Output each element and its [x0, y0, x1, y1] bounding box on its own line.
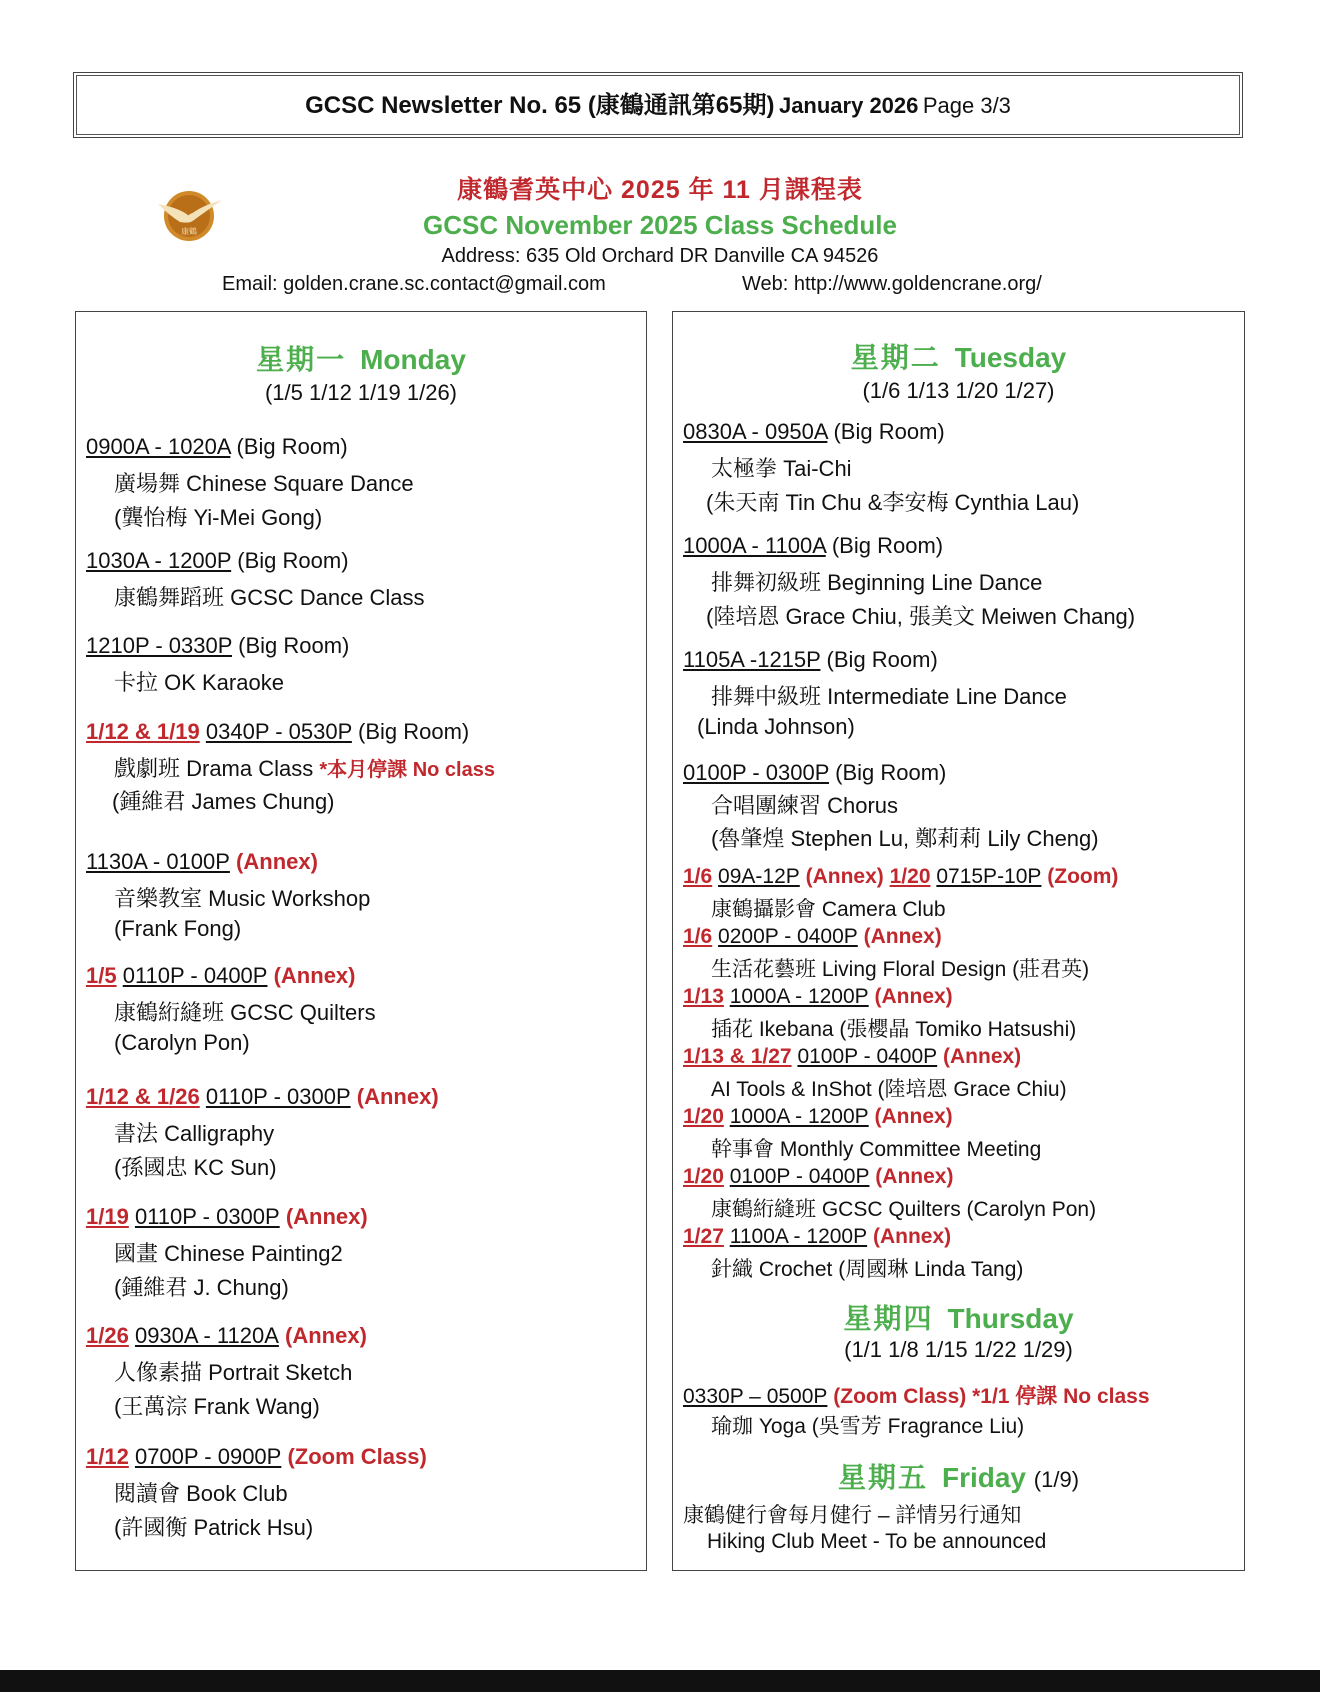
monday-class-8-time: 1/19 0110P - 0300P (Annex) — [86, 1204, 368, 1229]
tuesday-class-6-title: 生活花藝班 Living Floral Design (莊君英) — [711, 958, 1090, 981]
friday-heading — [673, 1456, 1244, 1496]
tuesday-thursday-friday-column — [672, 311, 1245, 1571]
monday-class-7-title: 書法 Calligraphy — [114, 1121, 275, 1146]
monday-class-7-time: 1/12 & 1/26 0110P - 0300P (Annex) — [86, 1084, 439, 1109]
monday-class-2-time: 1030A - 1200P (Big Room) — [86, 548, 349, 573]
tuesday-class-1-teacher: (朱天南 Tin Chu &李安梅 Cynthia Lau) — [706, 490, 1080, 515]
tuesday-class-8-time: 1/13 & 1/27 0100P - 0400P (Annex) — [683, 1045, 1022, 1068]
monday-class-4-time: 1/12 & 1/19 0340P - 0530P (Big Room) — [86, 719, 470, 744]
newsletter-date: January 2026 — [778, 93, 919, 118]
address: Address: 635 Old Orchard DR Danville CA 94526 — [441, 245, 879, 267]
friday-line-2: Hiking Club Meet - To be announced — [707, 1530, 1047, 1553]
monday-class-7-teacher: (孫國忠 KC Sun) — [114, 1155, 277, 1180]
tuesday-class-7-title: 插花 Ikebana (張櫻晶 Tomiko Hatsushi) — [711, 1018, 1077, 1041]
monday-heading — [76, 338, 646, 378]
tuesday-class-4-title: 合唱團練習 Chorus — [711, 793, 899, 818]
tuesday-class-1-title: 太極拳 Tai-Chi — [711, 456, 852, 481]
monday-class-6-time: 1/5 0110P - 0400P (Annex) — [86, 963, 356, 988]
monday-class-5-teacher: (Frank Fong) — [114, 916, 242, 941]
thursday-dates: (1/1 1/8 1/15 1/22 1/29) — [844, 1337, 1073, 1362]
tuesday-title-zh: 星期二 — [850, 342, 941, 373]
monday-column — [75, 311, 647, 1571]
monday-class-4-teacher: (鍾維君 James Chung) — [112, 789, 335, 814]
friday-title-en: Friday — [941, 1462, 1026, 1493]
monday-class-8-teacher: (鍾維君 J. Chung) — [114, 1275, 289, 1300]
tuesday-class-4-teacher: (魯肇煌 Stephen Lu, 鄭莉莉 Lily Cheng) — [711, 826, 1099, 851]
monday-class-6-teacher: (Carolyn Pon) — [114, 1030, 250, 1055]
thursday-heading — [673, 1297, 1244, 1337]
logo-text: 康鶴 — [181, 227, 197, 236]
tuesday-class-2-title: 排舞初級班 Beginning Line Dance — [711, 570, 1043, 595]
monday-class-3-title: 卡拉 OK Karaoke — [114, 670, 284, 695]
monday-class-2-title: 康鶴舞蹈班 GCSC Dance Class — [114, 585, 425, 610]
tuesday-class-11-title: 針織 Crochet (周國琳 Linda Tang) — [711, 1258, 1024, 1281]
monday-class-9-title: 人像素描 Portrait Sketch — [114, 1360, 353, 1385]
thursday-class-1-title: 瑜珈 Yoga (吳雪芳 Fragrance Liu) — [711, 1415, 1025, 1438]
tuesday-title-en: Tuesday — [954, 342, 1067, 373]
tuesday-class-4-time: 0100P - 0300P (Big Room) — [683, 760, 947, 785]
tuesday-class-2-teacher: (陸培恩 Grace Chiu, 張美文 Meiwen Chang) — [706, 604, 1136, 629]
thursday-title-en: Thursday — [947, 1303, 1074, 1334]
tuesday-heading — [673, 336, 1244, 376]
tuesday-class-9-title: 幹事會 Monthly Committee Meeting — [711, 1138, 1042, 1161]
friday-line-1: 康鶴健行會每月健行 – 詳情另行通知 — [683, 1504, 1022, 1527]
newsletter-header — [73, 72, 1243, 138]
tuesday-class-10-time: 1/20 0100P - 0400P (Annex) — [683, 1165, 954, 1188]
tuesday-class-3-teacher: (Linda Johnson) — [697, 714, 855, 739]
monday-class-1-time: 0900A - 1020A (Big Room) — [86, 434, 348, 459]
tuesday-class-10-title: 康鶴絎縫班 GCSC Quilters (Carolyn Pon) — [711, 1198, 1097, 1221]
schedule-title-en: GCSC November 2025 Class Schedule — [423, 210, 897, 240]
tuesday-class-3-time: 1105A -1215P (Big Room) — [683, 647, 938, 672]
tuesday-class-5-title: 康鶴攝影會 Camera Club — [711, 898, 946, 921]
monday-class-9-time: 1/26 0930A - 1120A (Annex) — [86, 1323, 367, 1348]
bottom-edge — [0, 1670, 1320, 1692]
tuesday-class-7-time: 1/13 1000A - 1200P (Annex) — [683, 985, 953, 1008]
monday-dates: (1/5 1/12 1/19 1/26) — [264, 380, 458, 405]
thursday-class-1-time: 0330P – 0500P (Zoom Class) *1/1 停課 No class — [683, 1385, 1150, 1408]
monday-class-8-title: 國畫 Chinese Painting2 — [114, 1241, 343, 1266]
monday-class-3-time: 1210P - 0330P (Big Room) — [86, 633, 350, 658]
monday-class-6-title: 康鶴絎縫班 GCSC Quilters — [114, 1000, 376, 1025]
monday-class-1-teacher: (龔怡梅 Yi-Mei Gong) — [114, 505, 323, 530]
newsletter-title: GCSC Newsletter No. 65 (康鶴通訊第65期) — [305, 92, 775, 119]
tuesday-class-8-title: AI Tools & InShot (陸培恩 Grace Chiu) — [711, 1078, 1067, 1101]
friday-date: (1/9) — [1033, 1467, 1080, 1492]
monday-class-10-teacher: (許國衡 Patrick Hsu) — [114, 1515, 314, 1540]
monday-class-10-title: 閱讀會 Book Club — [114, 1481, 288, 1506]
monday-class-1-title: 廣場舞 Chinese Square Dance — [114, 471, 414, 496]
crane-logo-icon — [150, 190, 228, 242]
schedule-title-zh: 康鶴耆英中心 2025 年 11 月課程表 — [457, 176, 863, 204]
tuesday-class-3-title: 排舞中級班 Intermediate Line Dance — [711, 684, 1067, 709]
thursday-title-zh: 星期四 — [843, 1303, 934, 1334]
monday-class-5-time: 1130A - 0100P (Annex) — [86, 849, 318, 874]
monday-class-4-title: 戲劇班 Drama Class *本月停課 No class — [114, 756, 495, 781]
website: Web: http://www.goldencrane.org/ — [742, 273, 1042, 295]
tuesday-dates: (1/6 1/13 1/20 1/27) — [862, 378, 1055, 403]
page-number: Page 3/3 — [922, 93, 1011, 118]
tuesday-class-9-time: 1/20 1000A - 1200P (Annex) — [683, 1105, 953, 1128]
tuesday-class-2-time: 1000A - 1100A (Big Room) — [683, 533, 944, 558]
tuesday-class-1-time: 0830A - 0950A (Big Room) — [683, 419, 945, 444]
monday-class-10-time: 1/12 0700P - 0900P (Zoom Class) — [86, 1444, 427, 1469]
friday-title-zh: 星期五 — [837, 1462, 928, 1493]
tuesday-class-5-time: 1/6 09A-12P (Annex) 1/20 0715P-10P (Zoom) — [683, 865, 1119, 888]
monday-class-9-teacher: (王萬淙 Frank Wang) — [114, 1394, 320, 1419]
tuesday-class-11-time: 1/27 1100A - 1200P (Annex) — [683, 1225, 952, 1248]
monday-class-5-title: 音樂教室 Music Workshop — [114, 886, 371, 911]
tuesday-class-6-time: 1/6 0200P - 0400P (Annex) — [683, 925, 942, 948]
email: Email: golden.crane.sc.contact@gmail.com — [222, 273, 606, 295]
monday-title-en: Monday — [360, 344, 466, 375]
monday-title-zh: 星期一 — [256, 344, 347, 375]
